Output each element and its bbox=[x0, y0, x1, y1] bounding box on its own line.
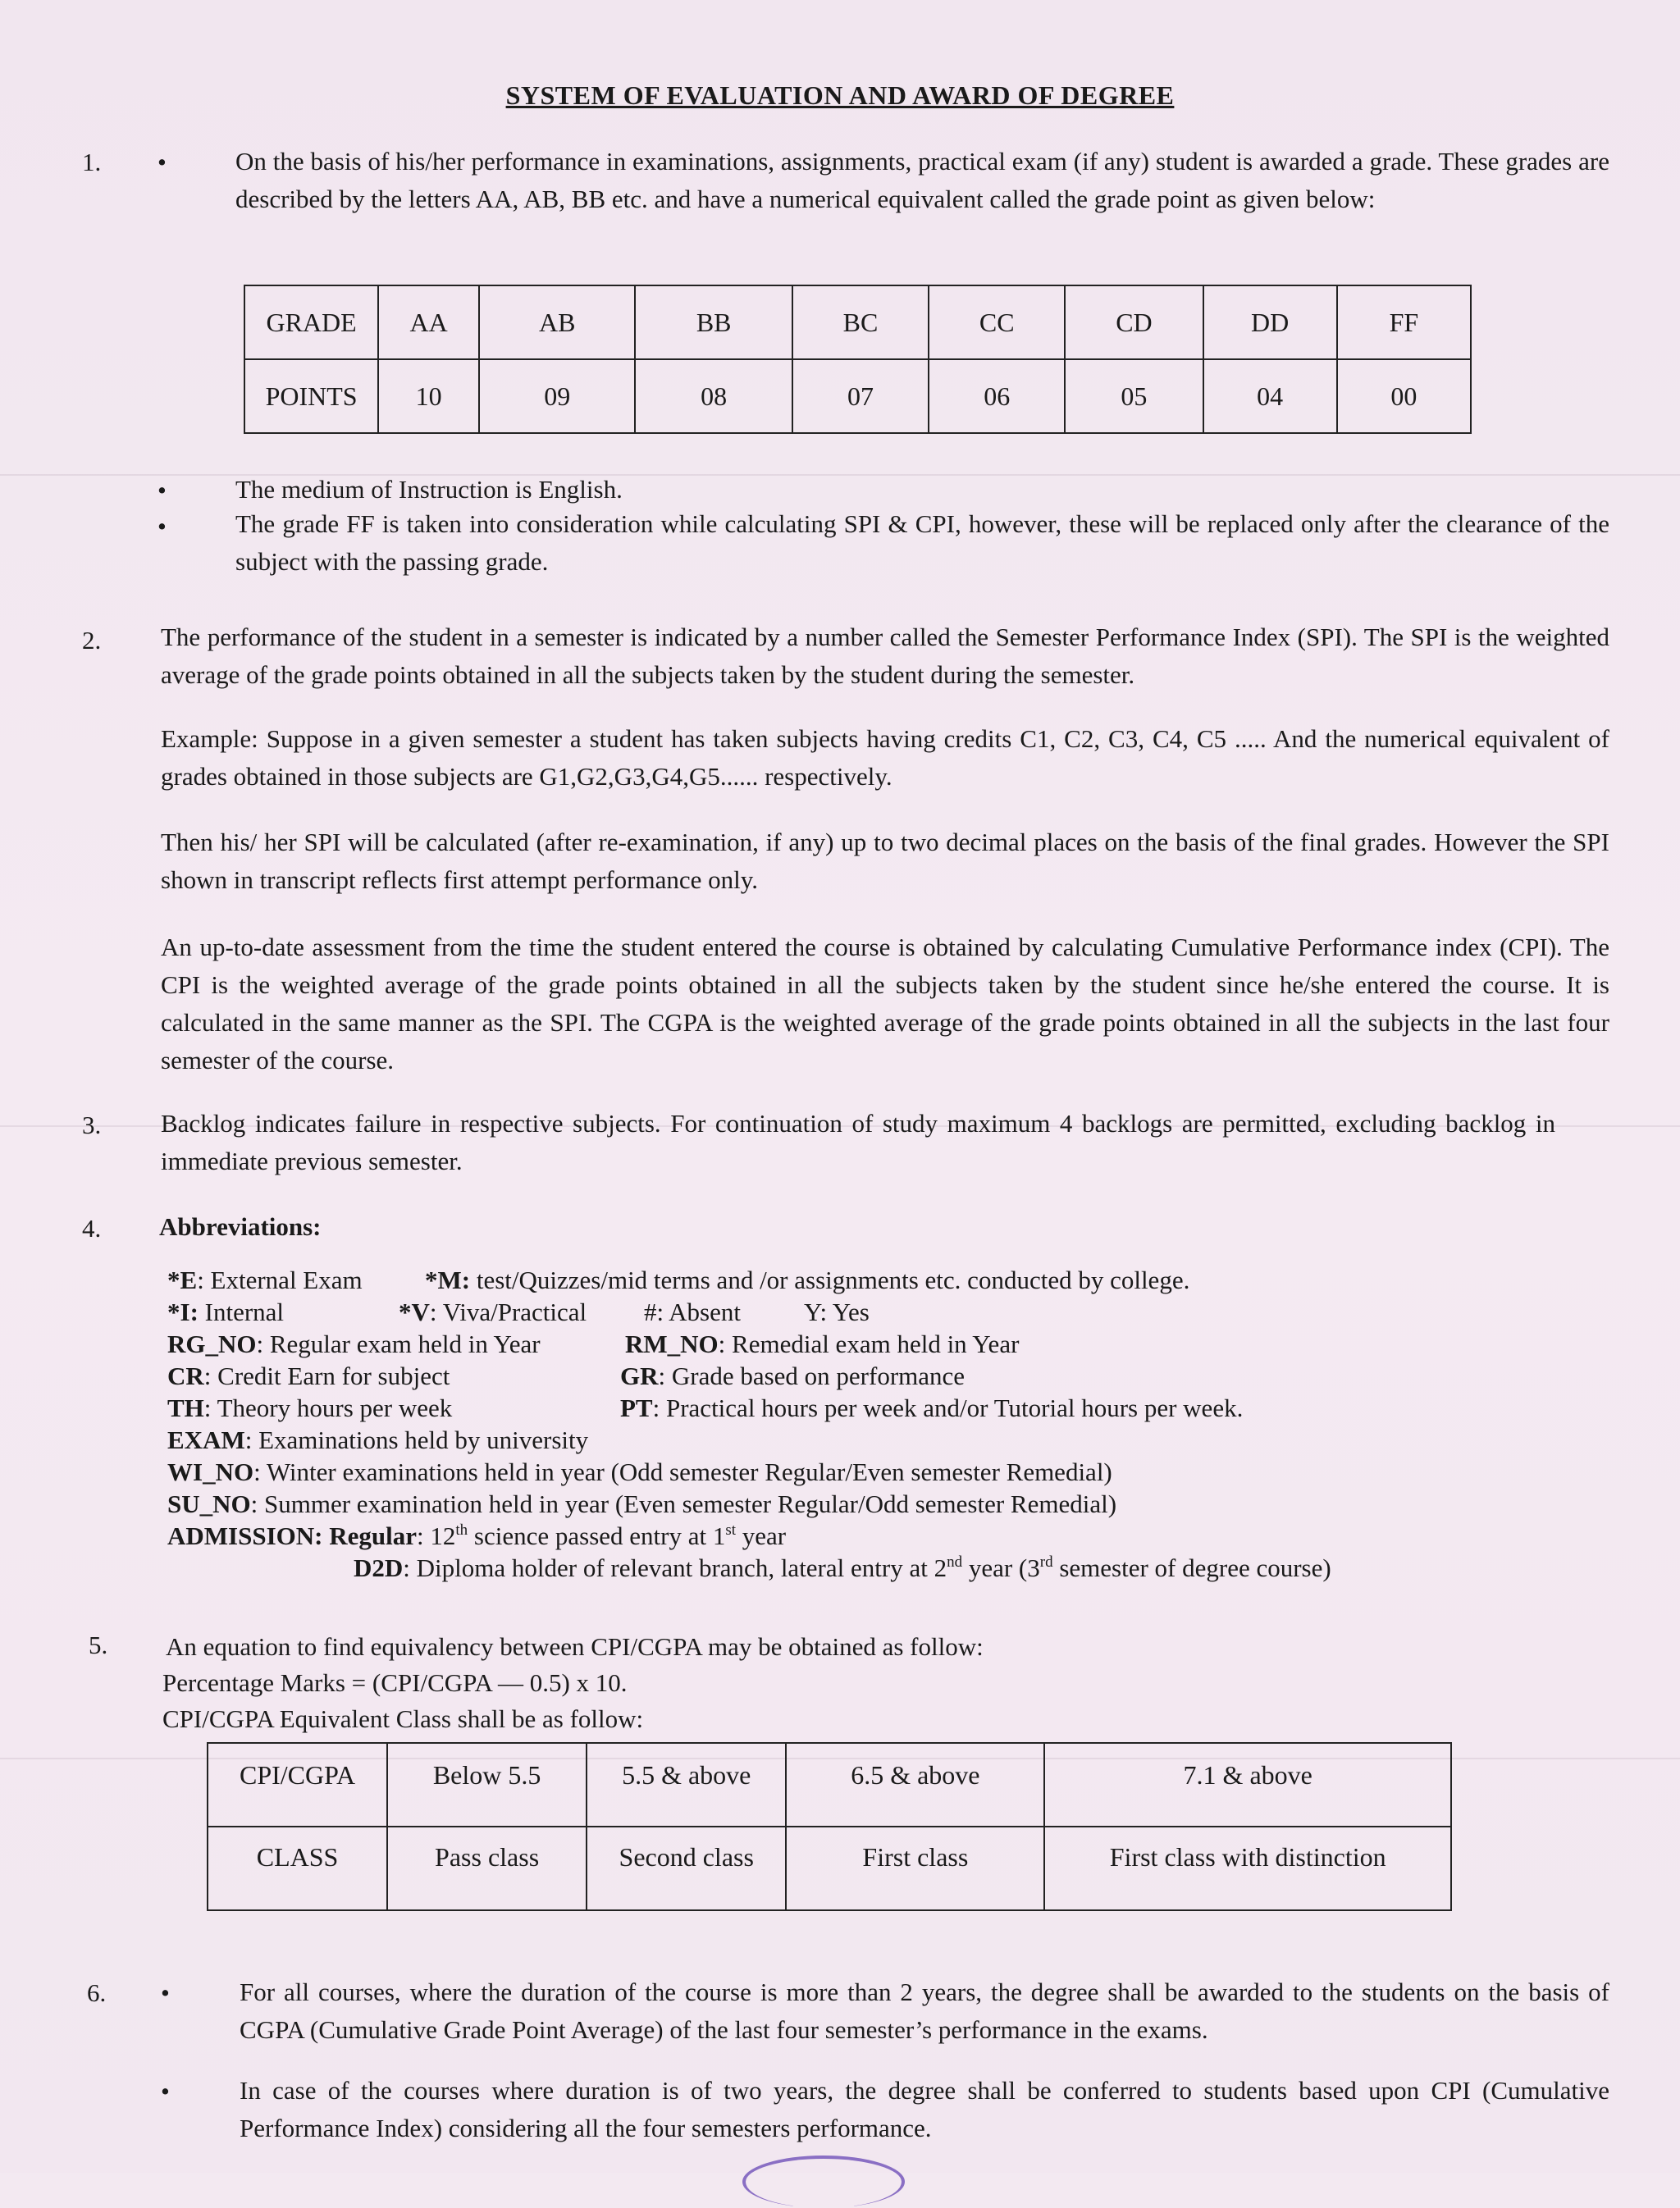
backlog-paragraph: Backlog indicates failure in respective subjects. For continuation of study maximum 4 backlogs are permitted, excluding backlog in immediate previous semester. bbox=[161, 1109, 1555, 1175]
page-title: SYSTEM OF EVALUATION AND AWARD OF DEGREE bbox=[505, 80, 1175, 110]
grade-cell: AB bbox=[479, 285, 635, 359]
abbr-absent: #: Absent bbox=[644, 1298, 741, 1326]
section-4-number: 4. bbox=[82, 1214, 102, 1243]
points-cell: 00 bbox=[1337, 359, 1471, 433]
spi-paragraph: The performance of the student in a semester is indicated by a number called the Semester Performance Index (SPI). The SPI is the weighted average of the grade points obtained in all the subjects taken by the student during the semester. bbox=[161, 623, 1609, 689]
abbreviations-heading: Abbreviations: bbox=[159, 1212, 322, 1241]
spi-calc-paragraph: Then his/ her SPI will be calculated (after re-examination, if any) up to two decimal places on the basis of the final grades. However the SPI shown in transcript reflects first attempt performance only. bbox=[161, 828, 1609, 894]
abbr-rm-no: RM_NO: Remedial exam held in Year bbox=[625, 1330, 1020, 1358]
abbr-internal: *I: Internal bbox=[167, 1298, 285, 1326]
abbr-rg-no: RG_NO: Regular exam held in Year bbox=[167, 1330, 541, 1358]
abbr-viva: *V: Viva/Practical bbox=[399, 1298, 587, 1326]
section-3-number: 3. bbox=[82, 1111, 102, 1139]
grade-cell: FF bbox=[1337, 285, 1471, 359]
bullet-icon: • bbox=[161, 2077, 170, 2105]
class-cell: 5.5 & above bbox=[587, 1743, 786, 1827]
class-cell: 6.5 & above bbox=[786, 1743, 1044, 1827]
abbr-wi-no: WI_NO: Winter examinations held in year (Odd semester Regular/Even semester Remedial) bbox=[167, 1458, 1112, 1486]
bullet-icon: • bbox=[158, 512, 167, 541]
grade-cell: BB bbox=[635, 285, 792, 359]
points-cell: 07 bbox=[792, 359, 929, 433]
cpi-paragraph: An up-to-date assessment from the time the student entered the course is obtained by calculating Cumulative Performance index (CPI). The CPI is the weighted average of the grade points obtained in all the subjects taken by the student since he/she entered the course. It is calculated in the same manner as the SPI. The CGPA is the weighted average of the grade points obtained in all the subjects in the last four semester of the course. bbox=[161, 933, 1609, 1074]
points-cell: 06 bbox=[929, 359, 1065, 433]
abbr-m: *M: test/Quizzes/mid terms and /or assignments etc. conducted by college. bbox=[425, 1266, 1190, 1294]
grade-cell: AA bbox=[378, 285, 479, 359]
class-cell: 7.1 & above bbox=[1044, 1743, 1451, 1827]
points-cell: 08 bbox=[635, 359, 792, 433]
abbr-admission-regular: ADMISSION: Regular: 12th science passed entry at 1st year bbox=[167, 1521, 787, 1550]
bullet-icon: • bbox=[161, 1978, 170, 2007]
class-cell: First class with distinction bbox=[1044, 1827, 1451, 1910]
bullet-icon: • bbox=[158, 148, 167, 176]
abbr-su-no: SU_NO: Summer examination held in year (Even semester Regular/Odd semester Remedial) bbox=[167, 1489, 1117, 1518]
abbr-admission-d2d: D2D: Diploma holder of relevant branch, lateral entry at 2nd year (3rd semester of degree course) bbox=[354, 1553, 1331, 1582]
abbr-cr: CR: Credit Earn for subject bbox=[167, 1362, 450, 1390]
abbr-gr: GR: Grade based on performance bbox=[620, 1362, 966, 1390]
grade-cell: CD bbox=[1065, 285, 1203, 359]
class-cell: Second class bbox=[587, 1827, 786, 1910]
grade-cell: GRADE bbox=[244, 285, 378, 359]
equivalent-class-line: CPI/CGPA Equivalent Class shall be as follow: bbox=[162, 1704, 644, 1733]
example-paragraph: Example: Suppose in a given semester a student has taken subjects having credits C1, C2, C3, C4, C5 ..... And the numerical equivalent of grades obtained in those subjects are G1,G2,G3,G4,G5...... respectively. bbox=[161, 724, 1609, 791]
points-cell: 04 bbox=[1203, 359, 1337, 433]
section-1-number: 1. bbox=[82, 148, 102, 176]
section-1-paragraph: On the basis of his/her performance in examinations, assignments, practical exam (if any) student is awarded a grade. These grades are described by the letters AA, AB, BB etc. and have a numerical equivalent called the grade point as given below: bbox=[235, 147, 1609, 213]
abbr-external: *E: External Exam bbox=[167, 1266, 363, 1294]
section-5-number: 5. bbox=[89, 1631, 108, 1659]
abbr-th: TH: Theory hours per week bbox=[167, 1394, 453, 1422]
class-cell: Pass class bbox=[387, 1827, 587, 1910]
grade-table bbox=[244, 285, 1472, 434]
abbr-pt: PT: Practical hours per week and/or Tutorial hours per week. bbox=[620, 1394, 1244, 1422]
class-cell: CPI/CGPA bbox=[208, 1743, 387, 1827]
medium-note: The medium of Instruction is English. bbox=[235, 475, 623, 504]
section-2-number: 2. bbox=[82, 626, 102, 655]
equivalency-line: An equation to find equivalency between CPI/CGPA may be obtained as follow: bbox=[166, 1632, 984, 1661]
abbr-yes: Y: Yes bbox=[804, 1298, 870, 1326]
class-cell: Below 5.5 bbox=[387, 1743, 587, 1827]
cpi-award-paragraph: In case of the courses where duration is of two years, the degree shall be conferred to students based upon CPI (Cumulative Performance Index) considering all the four semesters performance. bbox=[240, 2076, 1609, 2142]
section-6-number: 6. bbox=[87, 1978, 107, 2007]
bullet-icon: • bbox=[158, 476, 167, 504]
ff-grade-note: The grade FF is taken into consideration while calculating SPI & CPI, however, these will be replaced only after the clearance of the subject with the passing grade. bbox=[235, 509, 1609, 576]
points-cell: 05 bbox=[1065, 359, 1203, 433]
abbr-exam: EXAM: Examinations held by university bbox=[167, 1426, 589, 1454]
class-cell: First class bbox=[786, 1827, 1044, 1910]
class-cell: CLASS bbox=[208, 1827, 387, 1910]
class-table bbox=[207, 1742, 1452, 1911]
grade-cell: BC bbox=[792, 285, 929, 359]
points-cell: 09 bbox=[479, 359, 635, 433]
points-cell: 10 bbox=[378, 359, 479, 433]
cgpa-award-paragraph: For all courses, where the duration of the course is more than 2 years, the degree shall be awarded to the students on the basis of CGPA (Cumulative Grade Point Average) of the last four semester’s performance in the exams. bbox=[240, 1978, 1609, 2044]
seal-stamp bbox=[742, 2156, 905, 2208]
grade-cell: DD bbox=[1203, 285, 1337, 359]
points-cell: POINTS bbox=[244, 359, 378, 433]
grade-cell: CC bbox=[929, 285, 1065, 359]
percentage-formula: Percentage Marks = (CPI/CGPA — 0.5) x 10. bbox=[162, 1668, 628, 1697]
